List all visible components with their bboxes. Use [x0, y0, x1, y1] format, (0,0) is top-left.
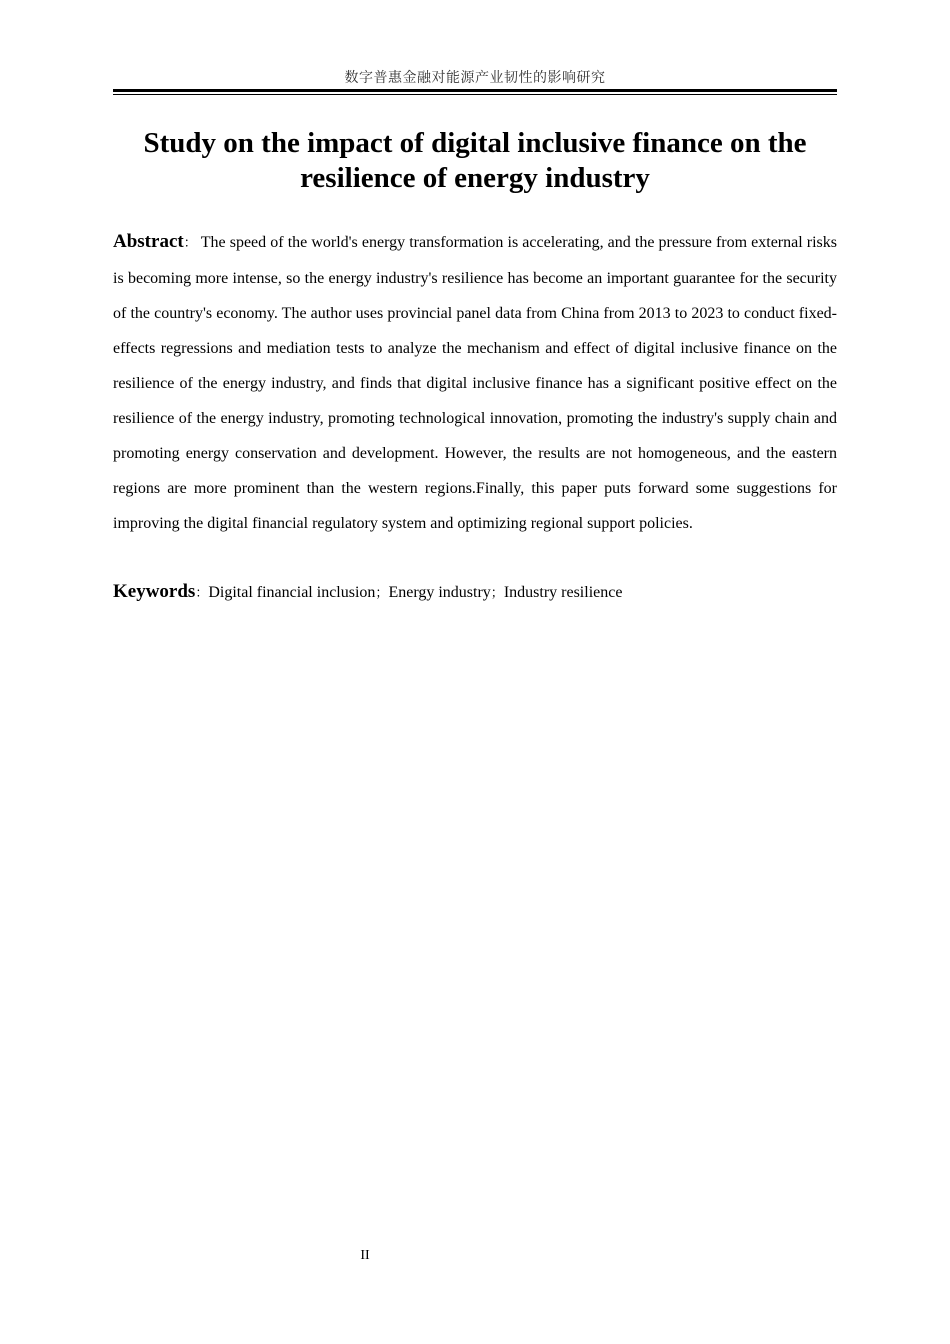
abstract-text: The speed of the world's energy transformation is accelerating, and the pressure from external risks is becoming more intense, so the energy industry's resilience has become an important guarantee for the security of the country's economy. The author uses provincial panel data from China from 2013 to 2023 to conduct fixed-effects regressions and mediation tests to analyze the mechanism and effect of digital inclusive finance on the resilience of the energy industry, and finds that digital inclusive finance has a significant positive effect on the resilience of the energy industry, promoting technological innovation, promoting the industry's supply chain and promoting energy conservation and development. However, the results are not homogeneous, and the eastern regions are more prominent than the western regions.Finally, this paper puts forward some suggestions for improving the digital financial regulatory system and optimizing regional support policies. [113, 234, 838, 532]
page-number: II [360, 1248, 370, 1263]
header-rule-thick [113, 89, 837, 92]
running-header: 数字普惠金融对能源产业韧性的影响研究 [344, 70, 606, 86]
abstract-paragraph [113, 224, 837, 541]
abstract-colon: ： [183, 236, 197, 251]
paper-title-line-2: resilience of energy industry [300, 162, 650, 194]
keyword-item: Energy industry [388, 584, 491, 601]
keyword-separator: ； [490, 586, 504, 601]
keyword-separator: ； [375, 586, 389, 601]
keywords-label: Keywords [113, 581, 196, 602]
header-rule-thin [113, 94, 837, 95]
abstract-label: Abstract [113, 231, 184, 252]
paper-title-line-1: Study on the impact of digital inclusive finance on the [143, 127, 807, 159]
keywords-colon: ： [195, 586, 209, 601]
keywords-line [113, 577, 837, 609]
paper-title [113, 126, 837, 196]
keyword-item: Digital financial inclusion [208, 584, 376, 601]
keyword-item: Industry resilience [503, 584, 623, 601]
